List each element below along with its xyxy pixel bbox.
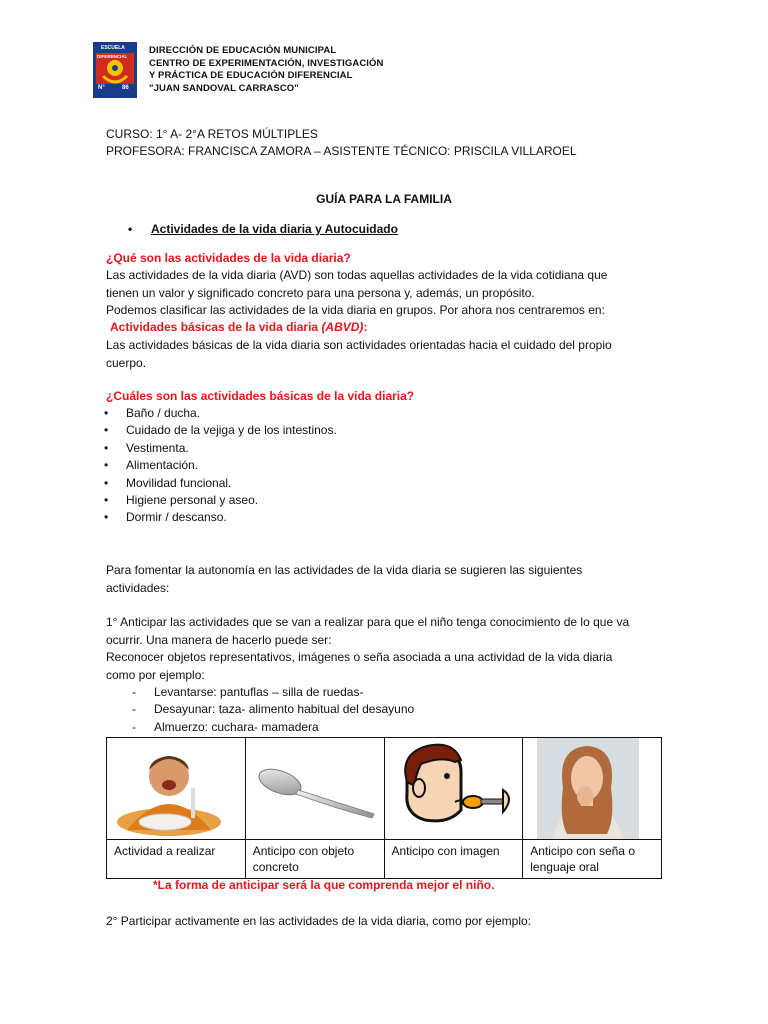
table-cell: Anticipo con seña o lenguaje oral bbox=[523, 840, 662, 879]
section-heading-text: Actividades de la vida diaria y Autocuidado bbox=[151, 222, 398, 236]
abvd-label: Actividades básicas de la vida diaria bbox=[110, 320, 322, 334]
list-item: - Almuerzo: cuchara- mamadera bbox=[106, 719, 414, 736]
examples-list bbox=[106, 684, 414, 736]
course-line: CURSO: 1° A- 2°A RETOS MÚLTIPLES bbox=[106, 127, 318, 141]
list-item: • Dormir / descanso. bbox=[102, 509, 337, 526]
anticipate-paragraph bbox=[106, 614, 629, 684]
woman-sign-photo bbox=[523, 738, 661, 839]
table-cell bbox=[245, 738, 384, 840]
badge-label-mid: DIFERENCIAL bbox=[97, 54, 128, 59]
bullet-icon: • bbox=[104, 440, 109, 455]
teacher-line: PROFESORA: FRANCISCA ZAMORA – ASISTENTE TÉCNICO: PRISCILA VILLAROEL bbox=[106, 144, 577, 158]
abvd-acronym: (ABVD) bbox=[321, 320, 364, 334]
table-cell bbox=[107, 738, 246, 840]
table-row bbox=[107, 738, 662, 840]
bullet-icon: • bbox=[104, 406, 109, 420]
table-cell bbox=[523, 738, 662, 840]
paragraph-line: Reconocer objetos representativos, imágenes o seña asociada a una actividad de la vida diaria bbox=[106, 650, 613, 664]
bullet-icon: • bbox=[104, 510, 109, 525]
badge-label-top: ESCUELA bbox=[101, 45, 125, 51]
list-item: • Movilidad funcional. bbox=[102, 475, 337, 492]
bullet-icon: • bbox=[104, 493, 109, 508]
dash-icon: - bbox=[132, 685, 136, 699]
badge-label-num: 86 bbox=[122, 85, 129, 91]
school-logo bbox=[93, 42, 137, 98]
autonomy-paragraph bbox=[106, 562, 582, 597]
paragraph-line: cuerpo. bbox=[106, 355, 147, 370]
abvd-paragraph bbox=[106, 337, 612, 372]
bullet-icon: • bbox=[104, 458, 109, 473]
list-item: • Cuidado de la vejiga y de los intestinos. bbox=[102, 422, 337, 439]
section-heading bbox=[128, 221, 398, 239]
paragraph-line: 1° Anticipar las actividades que se van a realizar para que el niño tenga conocimiento de lo que va bbox=[106, 615, 630, 629]
bullet-icon: • bbox=[104, 423, 109, 438]
dash-icon: - bbox=[132, 719, 136, 734]
participate-paragraph: 2° Participar activamente en las actividades de la vida diaria, como por ejemplo: bbox=[106, 914, 532, 928]
institution-header bbox=[149, 45, 383, 95]
intro-paragraph bbox=[106, 267, 607, 320]
header-line: "JUAN SANDOVAL CARRASCO" bbox=[149, 82, 299, 94]
list-item: • Higiene personal y aseo. bbox=[102, 492, 337, 509]
header-line: CENTRO DE EXPERIMENTACIÓN, INVESTIGACIÓN bbox=[149, 57, 384, 69]
list-item: • Baño / ducha. bbox=[102, 405, 337, 422]
paragraph-line: tienen un valor y significado concreto para una persona y, además, un propósito. bbox=[106, 285, 535, 300]
anticipation-note: *La forma de anticipar será la que comprenda mejor el niño. bbox=[153, 878, 495, 892]
header-line: DIRECCIÓN DE EDUCACIÓN MUNICIPAL bbox=[149, 45, 337, 56]
paragraph-line: Podemos clasificar las actividades de la vida diaria en grupos. Por ahora nos centraremos en: bbox=[106, 303, 605, 317]
paragraph-line: Las actividades de la vida diaria (AVD) son todas aquellas actividades de la vida cotidiana que bbox=[106, 268, 608, 282]
table-row bbox=[107, 840, 662, 879]
paragraph-line: Para fomentar la autonomía en las actividades de la vida diaria se sugieren las siguientes bbox=[106, 563, 583, 577]
list-item: • Alimentación. bbox=[102, 457, 337, 474]
paragraph-line: como por ejemplo: bbox=[106, 667, 205, 682]
paragraph-line: actividades: bbox=[106, 580, 170, 595]
abvd-heading bbox=[110, 319, 367, 337]
question-heading: ¿Qué son las actividades de la vida diaria? bbox=[106, 251, 351, 265]
bullet-icon: • bbox=[104, 475, 109, 490]
paragraph-line: ocurrir. Una manera de hacerlo puede ser: bbox=[106, 632, 332, 647]
badge-label-no: N° bbox=[98, 85, 105, 91]
page-title: GUÍA PARA LA FAMILIA bbox=[316, 192, 452, 206]
abvd-colon: : bbox=[363, 320, 368, 334]
list-item: - Desayunar: taza- alimento habitual del desayuno bbox=[106, 701, 414, 718]
table-cell: Anticipo con imagen bbox=[384, 840, 523, 879]
anticipation-table bbox=[106, 737, 662, 879]
table-cell: Anticipo con objeto concreto bbox=[245, 840, 384, 879]
basic-activities-list bbox=[102, 405, 337, 527]
child-eating-pictogram bbox=[385, 738, 523, 839]
boy-eating-photo bbox=[107, 738, 245, 839]
list-item: • Vestimenta. bbox=[102, 440, 337, 457]
table-cell: Actividad a realizar bbox=[107, 840, 246, 879]
list-item: - Levantarse: pantuflas – silla de ruedas- bbox=[106, 684, 414, 701]
header-line: Y PRÁCTICA DE EDUCACIÓN DIFERENCIAL bbox=[149, 70, 353, 82]
dash-icon: - bbox=[132, 702, 136, 717]
question-heading: ¿Cuáles son las actividades básicas de la vida diaria? bbox=[106, 389, 415, 403]
spoon-photo bbox=[246, 738, 384, 839]
bullet-icon: • bbox=[128, 222, 133, 236]
paragraph-line: Las actividades básicas de la vida diaria son actividades orientadas hacia el cuidado del propio bbox=[106, 338, 612, 352]
table-cell bbox=[384, 738, 523, 840]
